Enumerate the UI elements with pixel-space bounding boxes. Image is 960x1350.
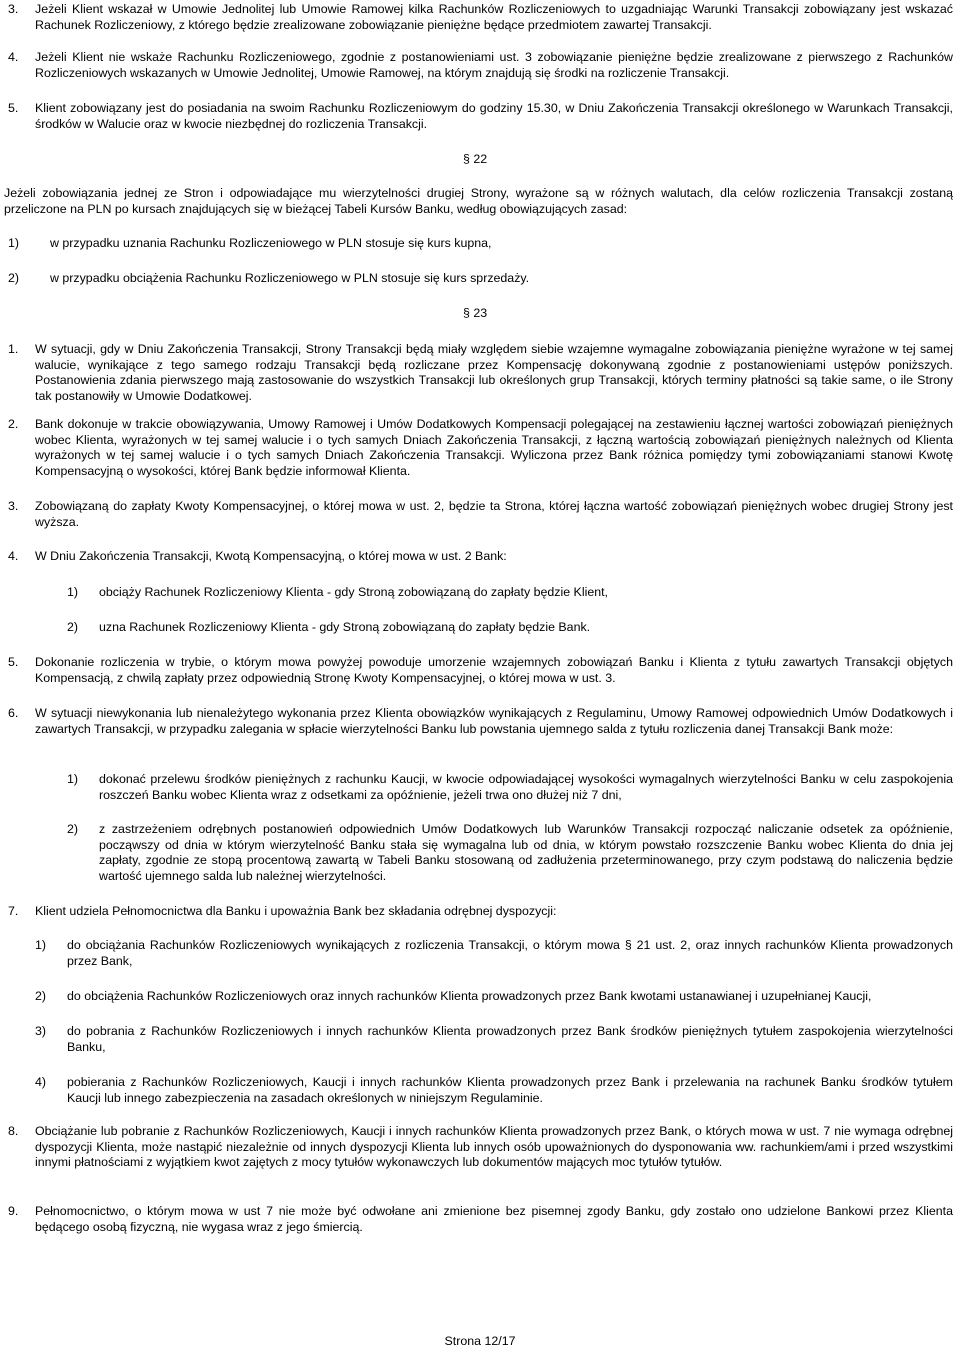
s23-item-7-point-1-number: 1)	[35, 938, 47, 952]
s23-item-4-point-2-number: 2)	[67, 620, 79, 634]
s23-item-9-text: Pełnomocnictwo, o którym mowa w ust 7 nie może być odwołane ani zmienione bez pisemnej zgody Banku, gdy zostało ono udzielone Bankowi przez Klienta będącego osobą fizyczną, nie wygasa wraz z jego śmiercią.	[35, 1204, 953, 1234]
s23-item-7-point-4-number: 4)	[35, 1075, 47, 1089]
s22-point-1-text: w przypadku uznania Rachunku Rozliczeniowego w PLN stosuje się kurs kupna,	[50, 236, 492, 250]
s23-item-5-text: Dokonanie rozliczenia w trybie, o którym mowa powyżej powoduje umorzenie wzajemnych zobowiązań Banku i Klienta z tytułu zawartych Transakcji objętych Kompensacją, z chwilą zapłaty przez odpowiednią Stronę Kwoty Kompensacyjnej, o której mowa w ust. 3.	[35, 655, 953, 685]
s23-item-4-point-2-text: uzna Rachunek Rozliczeniowy Klienta - gdy Stroną zobowiązaną do zapłaty będzie Bank.	[99, 620, 591, 634]
item-5-number: 5.	[8, 101, 19, 115]
s23-item-7-point-2-text: do obciążenia Rachunków Rozliczeniowych oraz innych rachunków Klienta prowadzonych przez Bank kwotami ustanawianej i uzupełnianej Kaucji,	[67, 989, 872, 1003]
s23-item-7-point-3-number: 3)	[35, 1024, 47, 1038]
s23-item-4-text: W Dniu Zakończenia Transakcji, Kwotą Kompensacyjną, o której mowa w ust. 2 Bank:	[35, 549, 507, 563]
s23-item-7-point-2-number: 2)	[35, 989, 47, 1003]
s23-item-1-number: 1.	[8, 342, 19, 356]
s22-point-1-number: 1)	[8, 236, 20, 250]
item-5-text: Klient zobowiązany jest do posiadania na swoim Rachunku Rozliczeniowym do godziny 15.30, w Dniu Zakończenia Transakcji określonego w Warunkach Transakcji, środków w Walucie oraz w kwocie niezbędnej do rozliczenia Transakcji.	[35, 101, 953, 131]
s23-item-3-text: Zobowiązaną do zapłaty Kwoty Kompensacyjnej, o której mowa w ust. 2, będzie ta Strona, której łączna wartość zobowiązań pieniężnych wobec drugiej Strony jest wyższa.	[35, 499, 953, 529]
item-3-text: Jeżeli Klient wskazał w Umowie Jednolitej lub Umowie Ramowej kilka Rachunków Rozliczeniowych to uzgadniając Warunki Transakcji zobowiązany jest wskazać Rachunek Rozliczeniowy, z którego będzie zrealizowane zobowiązanie pieniężne będące przedmiotem zawartej Transakcji.	[35, 2, 953, 32]
item-4-text: Jeżeli Klient nie wskaże Rachunku Rozliczeniowego, zgodnie z postanowieniami ust. 3 zobowiązanie pieniężne będzie zrealizowane z pierwszego z Rachunków Rozliczeniowych wskazanych w Umowie Jednolitej, Umowie Ramowej, na którym znajdują się środki na rozliczenie Transakcji.	[35, 50, 953, 80]
s23-item-8-text: Obciążanie lub pobranie z Rachunków Rozliczeniowych, Kaucji i innych rachunków Klienta prowadzonych przez Bank, o których mowa w ust. 7 nie wymaga odrębnej dyspozycji Klienta, może nastąpić niezależnie od innych dyspozycji Klienta lub innych osób upoważnionych do dysponowania ww. rachunkiem/ami i przed wszystkimi innymi płatnościami z wyjątkiem kwot zajętych z mocy tytułów wykonawczych lub dokumentów mających moc tytułów tytułów.	[35, 1124, 953, 1170]
s23-item-2-text: Bank dokonuje w trakcie obowiązywania, Umowy Ramowej i Umów Dodatkowych Kompensacji polegającej na zestawieniu łącznej wartości zobowiązań pieniężnych wobec Klienta, wyrażonych w tej samej walucie i o tych samych Dniach Zakończenia Transakcji, z łączną wartością zobowiązań pieniężnych należnych od Klienta wyrażonych w tej samej walucie i o tych samych Dniach Zakończenia Transakcji. Wyliczona przez Bank różnica pomiędzy tymi zobowiązaniami stanowi Kwotę Kompensacyjną o wysokości, której Bank będzie informował Klienta.	[35, 417, 953, 478]
s23-item-5-number: 5.	[8, 655, 19, 669]
s23-item-2-number: 2.	[8, 417, 19, 431]
s22-point-2-number: 2)	[8, 271, 20, 285]
s23-item-6-point-2-number: 2)	[67, 822, 79, 836]
s23-item-4-number: 4.	[8, 549, 19, 563]
s23-item-3-number: 3.	[8, 499, 19, 513]
s23-item-7-point-1-text: do obciążania Rachunków Rozliczeniowych wynikających z rozliczenia Transakcji, o którym mowa § 21 ust. 2, oraz innych rachunków Klienta prowadzonych przez Bank,	[67, 938, 953, 968]
section-23-heading: § 23	[463, 306, 488, 320]
s23-item-7-text: Klient udziela Pełnomocnictwa dla Banku i upoważnia Bank bez składania odrębnej dyspozycji:	[35, 904, 557, 918]
item-4-number: 4.	[8, 50, 19, 64]
s23-item-4-point-1-text: obciąży Rachunek Rozliczeniowy Klienta - gdy Stroną zobowiązaną do zapłaty będzie Klient,	[99, 585, 608, 599]
s23-item-4-point-1-number: 1)	[67, 585, 79, 599]
s23-item-7-point-3-text: do pobrania z Rachunków Rozliczeniowych i innych rachunków Klienta prowadzonych przez Bank środków pieniężnych tytułem zaspokojenia wierzytelności Banku,	[67, 1024, 953, 1054]
s23-item-6-point-1-number: 1)	[67, 772, 79, 786]
s23-item-8-number: 8.	[8, 1124, 19, 1138]
page-number: Strona 12/17	[444, 1334, 516, 1348]
item-3-number: 3.	[8, 2, 19, 16]
s23-item-6-point-2-text: z zastrzeżeniem odrębnych postanowień odpowiednich Umów Dodatkowych lub Warunków Transakcji rozpocząć naliczanie odsetek za opóźnienie, począwszy od dnia w którym wierzytelność Banku stała się wymagalna lub od dnia, w którym powstało rozszczenie Banku wobec Klienta do dnia jej zapłaty, zgodnie ze stopą procentową zawartą w Tabeli Banku stosowaną od zadłużenia przeterminowanego, przy czym podstawą do naliczenia będzie wartość ujemnego salda lub należnej wierzytelności.	[99, 822, 953, 883]
section-22-heading: § 22	[463, 152, 488, 166]
s22-point-2-text: w przypadku obciążenia Rachunku Rozliczeniowego w PLN stosuje się kurs sprzedaży.	[50, 271, 530, 285]
s23-item-9-number: 9.	[8, 1204, 19, 1218]
s23-item-6-number: 6.	[8, 706, 19, 720]
s23-item-6-text: W sytuacji niewykonania lub nienależytego wykonania przez Klienta obowiązków wynikających z Regulaminu, Umowy Ramowej odpowiednich Umów Dodatkowych i zawartych Transakcji, w przypadku zalegania w spłacie wierzytelności Banku lub powstania ujemnego salda z tytułu rozliczenia danej Transakcji Bank może:	[35, 706, 953, 736]
section-22-intro: Jeżeli zobowiązania jednej ze Stron i odpowiadające mu wierzytelności drugiej Strony, wyrażone są w różnych walutach, dla celów rozliczenia Transakcji zostaną przeliczone na PLN po kursach znajdujących się w bieżącej Tabeli Kursów Banku, według obowiązujących zasad:	[4, 186, 953, 216]
s23-item-7-point-4-text: pobierania z Rachunków Rozliczeniowych, Kaucji i innych rachunków Klienta prowadzonych przez Bank i przelewania na rachunek Banku środków tytułem Kaucji lub innego zabezpieczenia na zasadach określonych w niniejszym Regulaminie.	[67, 1075, 953, 1105]
s23-item-6-point-1-text: dokonać przelewu środków pieniężnych z rachunku Kaucji, w kwocie odpowiadającej wysokości wymagalnych wierzytelności Banku w celu zaspokojenia roszczeń Banku wobec Klienta wraz z odsetkami za opóźnienie, jeżeli trwa ono dłużej niż 7 dni,	[99, 772, 953, 802]
s23-item-1-text: W sytuacji, gdy w Dniu Zakończenia Transakcji, Strony Transakcji będą miały względem siebie wzajemne wymagalne zobowiązania pieniężne wyrażone w tej samej walucie, wynikające z tego samego rodzaju Transakcji będą rozliczane przez Kompensację dokonywaną zgodnie z postanowieniami ustępów poniższych. Postanowienia zdania pierwszego mają zastosowanie do wszystkich Transakcji lub określonych grup Transakcji, których terminy płatności są takie same, o ile Strony tak postanowiły w Umowie Dodatkowej.	[35, 342, 953, 403]
s23-item-7-number: 7.	[8, 904, 19, 918]
